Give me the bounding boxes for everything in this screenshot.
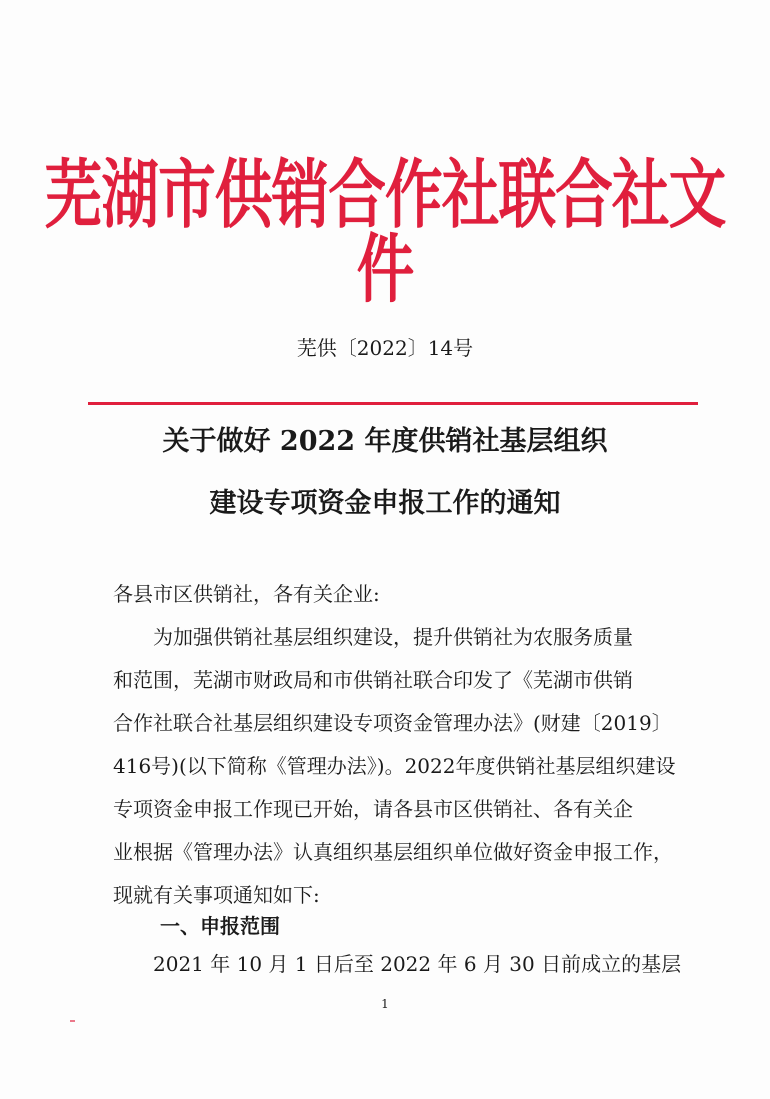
red-divider <box>88 402 698 405</box>
document-title-line-2: 建设专项资金申报工作的通知 <box>209 488 561 519</box>
document-title-line-1: 关于做好 2022 年度供销社基层组织 <box>162 426 608 457</box>
paragraph-line: 业根据《管理办法》认真组织基层组织单位做好资金申报工作， <box>113 840 673 864</box>
paragraph-line: 现就有关事项通知如下: <box>113 883 320 907</box>
paragraph-line: 合作社联合社基层组织建设专项资金管理办法》(财建〔2019〕 <box>113 711 672 735</box>
paragraph-line: 416号)(以下简称《管理办法》)。2022年度供销社基层组织建设 <box>113 754 676 778</box>
scan-mark <box>70 1020 75 1022</box>
section-text-line: 2021 年 10 月 1 日后至 2022 年 6 月 30 日前成立的基层 <box>153 952 682 976</box>
paragraph-line: 为加强供销社基层组织建设，提升供销社为农服务质量 <box>153 625 633 649</box>
document-number: 芜供〔2022〕14号 <box>296 336 474 360</box>
section-heading: 一、申报范围 <box>160 914 280 938</box>
document-masthead: 芜湖市供销合作社联合社文件 <box>44 150 726 313</box>
page-number: 1 <box>381 997 389 1011</box>
paragraph-line: 专项资金申报工作现已开始，请各县市区供销社、各有关企 <box>113 797 633 821</box>
paragraph-line: 和范围，芜湖市财政局和市供销社联合印发了《芜湖市供销 <box>113 668 633 692</box>
salutation: 各县市区供销社，各有关企业: <box>113 582 380 606</box>
